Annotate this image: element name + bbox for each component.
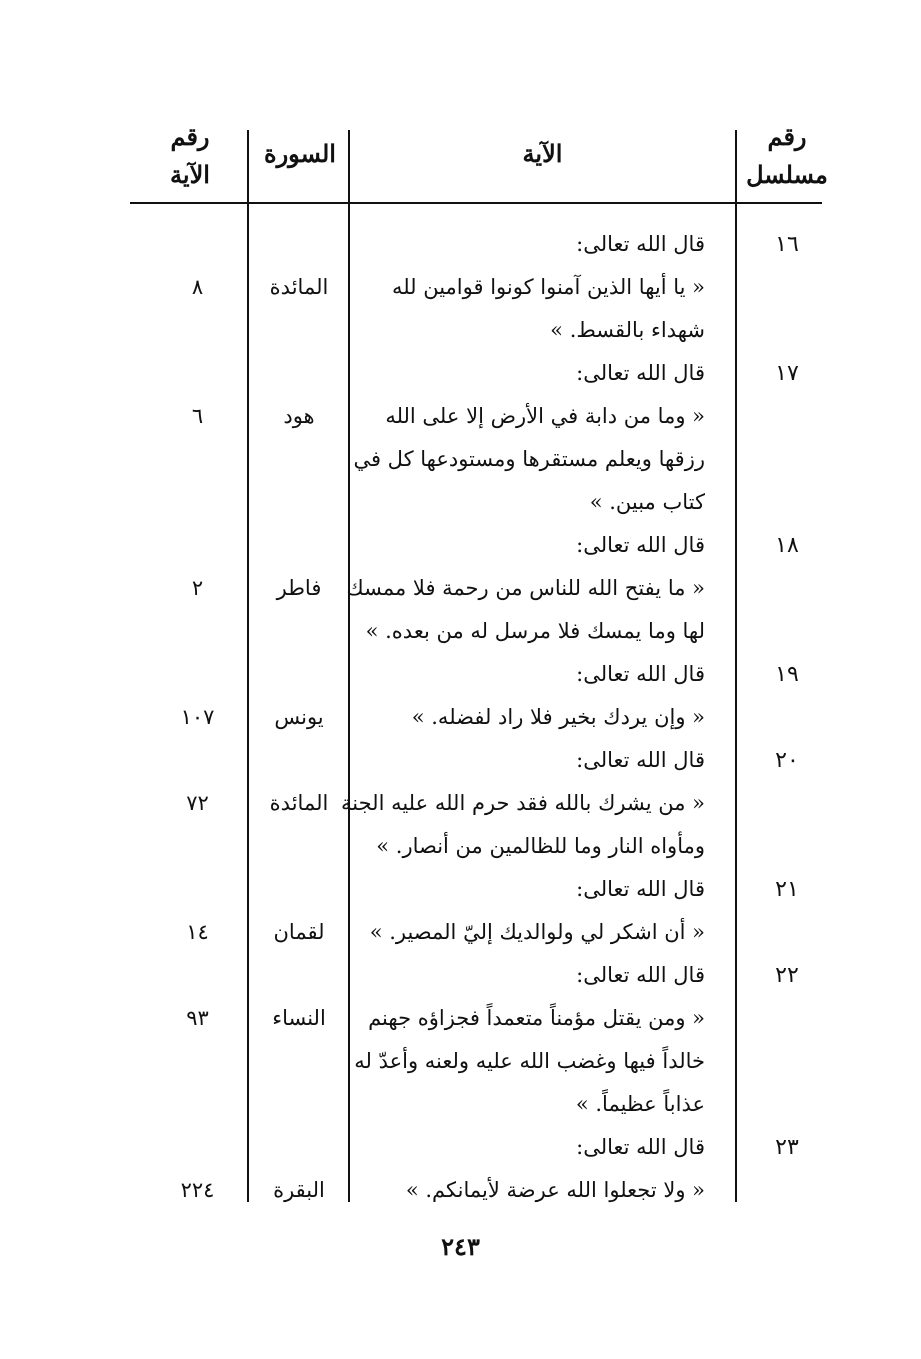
column-rule-serial xyxy=(735,130,737,1202)
row-surah: لقمان xyxy=(273,920,325,944)
verse-intro: قال الله تعالى: xyxy=(576,232,705,256)
verse-intro: قال الله تعالى: xyxy=(576,748,705,772)
verse-line: « وما من دابة في الأرض إلا على الله xyxy=(385,404,705,428)
row-serial: ١٨ xyxy=(775,533,799,558)
row-verse-number: ٢ xyxy=(191,576,204,600)
header-surah: السورة xyxy=(264,139,336,168)
verse-intro: قال الله تعالى: xyxy=(576,1135,705,1159)
header-serial-line1: رقم xyxy=(767,122,807,151)
row-serial: ٢١ xyxy=(775,877,799,902)
page-number: ٢٤٣ xyxy=(441,1232,480,1261)
row-verse-number: ٨ xyxy=(191,275,204,299)
verse-line: شهداء بالقسط. » xyxy=(550,318,705,342)
verse-line: لها وما يمسك فلا مرسل له من بعده. » xyxy=(365,619,705,643)
header-verse-no xyxy=(140,118,240,194)
row-surah: فاطر xyxy=(276,576,322,600)
row-serial: ٢٢ xyxy=(775,963,799,988)
verse-line: « أن اشكر لي ولوالديك إليّ المصير. » xyxy=(369,920,705,944)
verse-intro: قال الله تعالى: xyxy=(576,662,705,686)
verse-line: عذاباً عظيماً. » xyxy=(575,1092,705,1116)
row-verse-number: ١٤ xyxy=(186,920,209,944)
row-verse-number: ٧٢ xyxy=(186,791,209,815)
verse-line: رزقها ويعلم مستقرها ومستودعها كل في xyxy=(353,447,705,471)
verse-line: « يا أيها الذين آمنوا كونوا قوامين لله xyxy=(391,275,705,299)
verse-line: « ومن يقتل مؤمناً متعمداً فجزاؤه جهنم xyxy=(368,1006,705,1030)
header-serial-line2: مسلسل xyxy=(746,160,828,189)
header-verse-no-line2: الآية xyxy=(170,160,210,189)
verse-intro: قال الله تعالى: xyxy=(576,533,705,557)
row-surah: النساء xyxy=(272,1006,326,1030)
row-verse-number: ٢٢٤ xyxy=(180,1178,215,1202)
verse-line: « وإن يردك بخير فلا راد لفضله. » xyxy=(411,705,705,729)
row-surah: المائدة xyxy=(269,791,329,815)
column-rule-surah xyxy=(247,130,249,1202)
row-serial: ٢٣ xyxy=(775,1135,799,1160)
row-serial: ١٦ xyxy=(775,232,799,257)
verse-intro: قال الله تعالى: xyxy=(576,963,705,987)
row-surah: المائدة xyxy=(269,275,329,299)
row-serial: ١٩ xyxy=(775,662,799,687)
verse-intro: قال الله تعالى: xyxy=(576,877,705,901)
header-rule xyxy=(130,202,822,204)
verse-line: ومأواه النار وما للظالمين من أنصار. » xyxy=(376,834,705,858)
row-verse-number: ٩٣ xyxy=(186,1006,209,1030)
row-serial: ٢٠ xyxy=(775,748,799,773)
verse-line: خالداً فيها وغضب الله عليه ولعنه وأعدّ له xyxy=(354,1049,705,1073)
verse-line: « ولا تجعلوا الله عرضة لأيمانكم. » xyxy=(405,1178,705,1202)
verse-line: « من يشرك بالله فقد حرم الله عليه الجنة xyxy=(341,791,705,815)
row-verse-number: ١٠٧ xyxy=(180,705,215,729)
header-verse-no-line1: رقم xyxy=(170,122,210,151)
header-serial xyxy=(742,118,832,194)
row-surah: البقرة xyxy=(273,1178,325,1202)
header-verse: الآية xyxy=(522,139,563,168)
row-surah: هود xyxy=(283,404,315,428)
row-verse-number: ٦ xyxy=(191,404,204,428)
verse-line: « ما يفتح الله للناس من رحمة فلا ممسك xyxy=(346,576,705,600)
verse-line: كتاب مبين. » xyxy=(589,490,705,514)
row-serial: ١٧ xyxy=(775,361,799,386)
verse-intro: قال الله تعالى: xyxy=(576,361,705,385)
row-surah: يونس xyxy=(274,705,324,729)
